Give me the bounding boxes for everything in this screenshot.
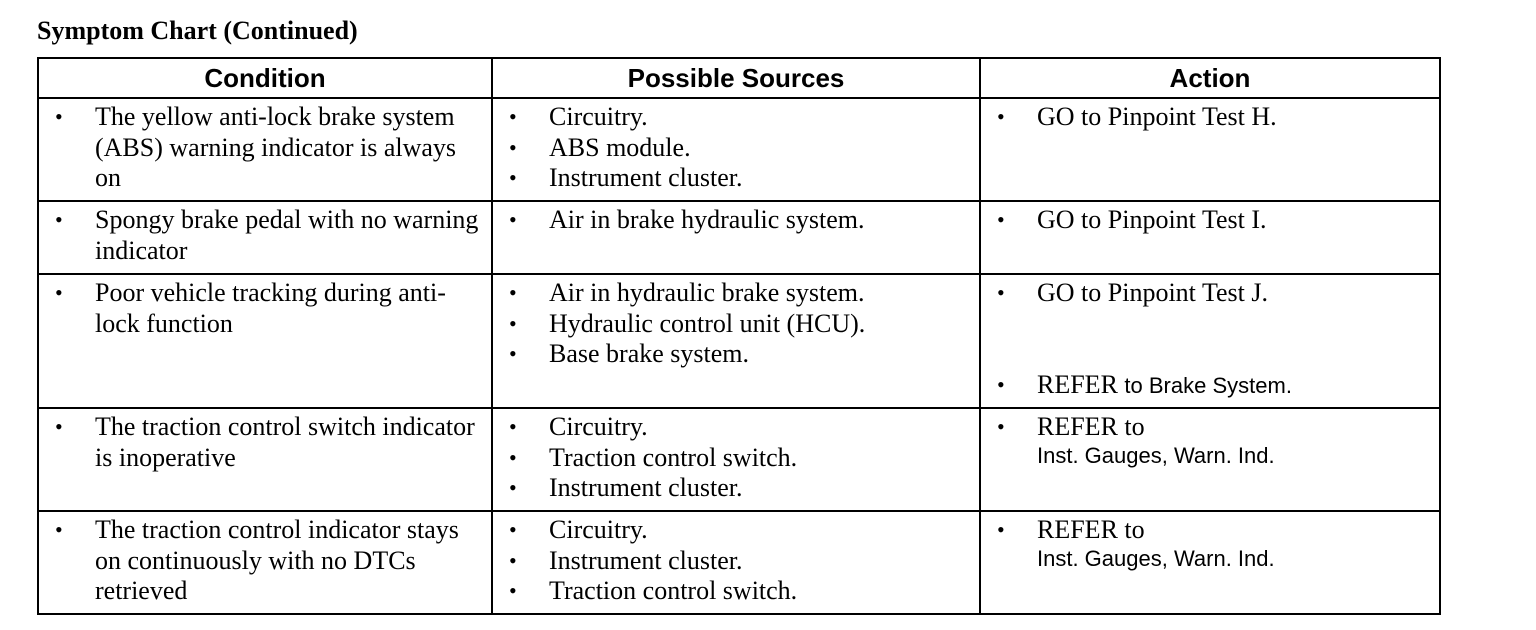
bullet-icon: • [55,104,63,129]
list-item [493,339,979,370]
list-item [493,309,979,340]
bullet-icon: • [509,165,517,190]
list-item [39,102,491,194]
table-row [38,201,1440,274]
sources-cell [492,201,980,274]
bullet-icon: • [55,280,63,305]
condition-cell [38,98,492,201]
list-item [493,163,979,194]
bullet-icon: • [509,104,517,129]
sources-cell [492,408,980,511]
list-item [981,370,1439,402]
bullet-icon: • [997,517,1005,542]
page-title: Symptom Chart (Continued) [37,16,358,45]
table-row [38,408,1440,511]
column-header-action: Action [980,58,1440,98]
bullet-icon: • [509,475,517,500]
bullet-icon: • [509,207,517,232]
list-item [39,515,491,607]
table-row [38,98,1440,201]
bullet-icon: • [55,414,63,439]
bullet-icon: • [509,280,517,305]
action-cell [980,511,1440,614]
action-cell [980,408,1440,511]
bullet-icon: • [509,547,517,573]
bullet-icon: • [997,371,1005,397]
source-text: Base brake system. [549,339,750,368]
condition-text: Poor vehicle tracking during anti-lock function [95,278,446,338]
condition-cell [38,408,492,511]
list-item [981,515,1439,572]
sources-cell [492,511,980,614]
source-text: Traction control switch. [549,576,798,605]
bullet-icon: • [509,414,517,439]
column-header-condition: Condition [38,58,492,98]
bullet-icon: • [997,207,1005,232]
action-refer-text: REFER [1037,369,1118,399]
sources-cell [492,274,980,408]
action-cell [980,274,1440,408]
table-header-row [38,58,1440,98]
bullet-icon: • [509,341,517,366]
condition-text: Spongy brake pedal with no warning indicator [95,205,479,265]
condition-text: The yellow anti-lock brake system (ABS) warning indicator is always on [95,102,457,192]
source-text: Circuitry. [549,412,648,441]
source-text: ABS module. [549,132,691,162]
action-cell [980,201,1440,274]
table-row [38,511,1440,614]
condition-cell [38,511,492,614]
bullet-icon: • [55,207,63,232]
list-item [493,412,979,443]
action-text: GO to Pinpoint Test H. [1037,102,1277,131]
list-item [981,102,1439,133]
list-item [493,546,979,577]
source-text: Air in hydraulic brake system. [549,278,865,307]
bullet-icon: • [509,134,517,160]
condition-cell [38,274,492,408]
list-item [493,515,979,546]
cross-reference: to Brake System. [1124,372,1292,398]
list-item [39,412,491,473]
bullet-icon: • [509,578,517,603]
list-item [981,412,1439,469]
list-item [981,278,1439,309]
symptom-chart-table [37,57,1441,615]
source-text: Traction control switch. [549,442,798,472]
column-header-possible-sources: Possible Sources [492,58,980,98]
spacer [981,309,1439,370]
list-item [493,278,979,309]
list-item [39,278,491,339]
action-text: GO to Pinpoint Test I. [1037,205,1267,234]
source-text: Instrument cluster. [549,473,743,502]
table-row [38,274,1440,408]
list-item [493,576,979,607]
bullet-icon: • [509,310,517,336]
source-text: Instrument cluster. [549,163,743,192]
list-item [493,205,979,236]
condition-cell [38,201,492,274]
list-item [39,205,491,266]
source-text: Circuitry. [549,515,648,544]
source-text: Air in brake hydraulic system. [549,205,865,234]
action-text: GO to Pinpoint Test J. [1037,278,1269,307]
source-text: Hydraulic control unit (HCU). [549,308,866,338]
action-text: REFER to [1037,515,1145,544]
cross-reference: Inst. Gauges, Warn. Ind. [1037,545,1275,571]
condition-text: The traction control indicator stays on continuously with no DTCs retrieved [95,515,459,605]
bullet-icon: • [509,444,517,470]
list-item [493,102,979,133]
sources-cell [492,98,980,201]
cross-reference: Inst. Gauges, Warn. Ind. [1037,442,1275,468]
bullet-icon: • [997,104,1005,129]
list-item [493,443,979,474]
action-cell [980,98,1440,201]
bullet-icon: • [509,517,517,542]
list-item [493,133,979,164]
condition-text: The traction control switch indicator is inoperative [95,412,475,472]
action-text: REFER to [1037,412,1145,441]
list-item [493,473,979,504]
source-text: Circuitry. [549,102,648,131]
bullet-icon: • [997,414,1005,439]
list-item [981,205,1439,236]
bullet-icon: • [997,280,1005,305]
source-text: Instrument cluster. [549,545,743,575]
bullet-icon: • [55,517,63,542]
